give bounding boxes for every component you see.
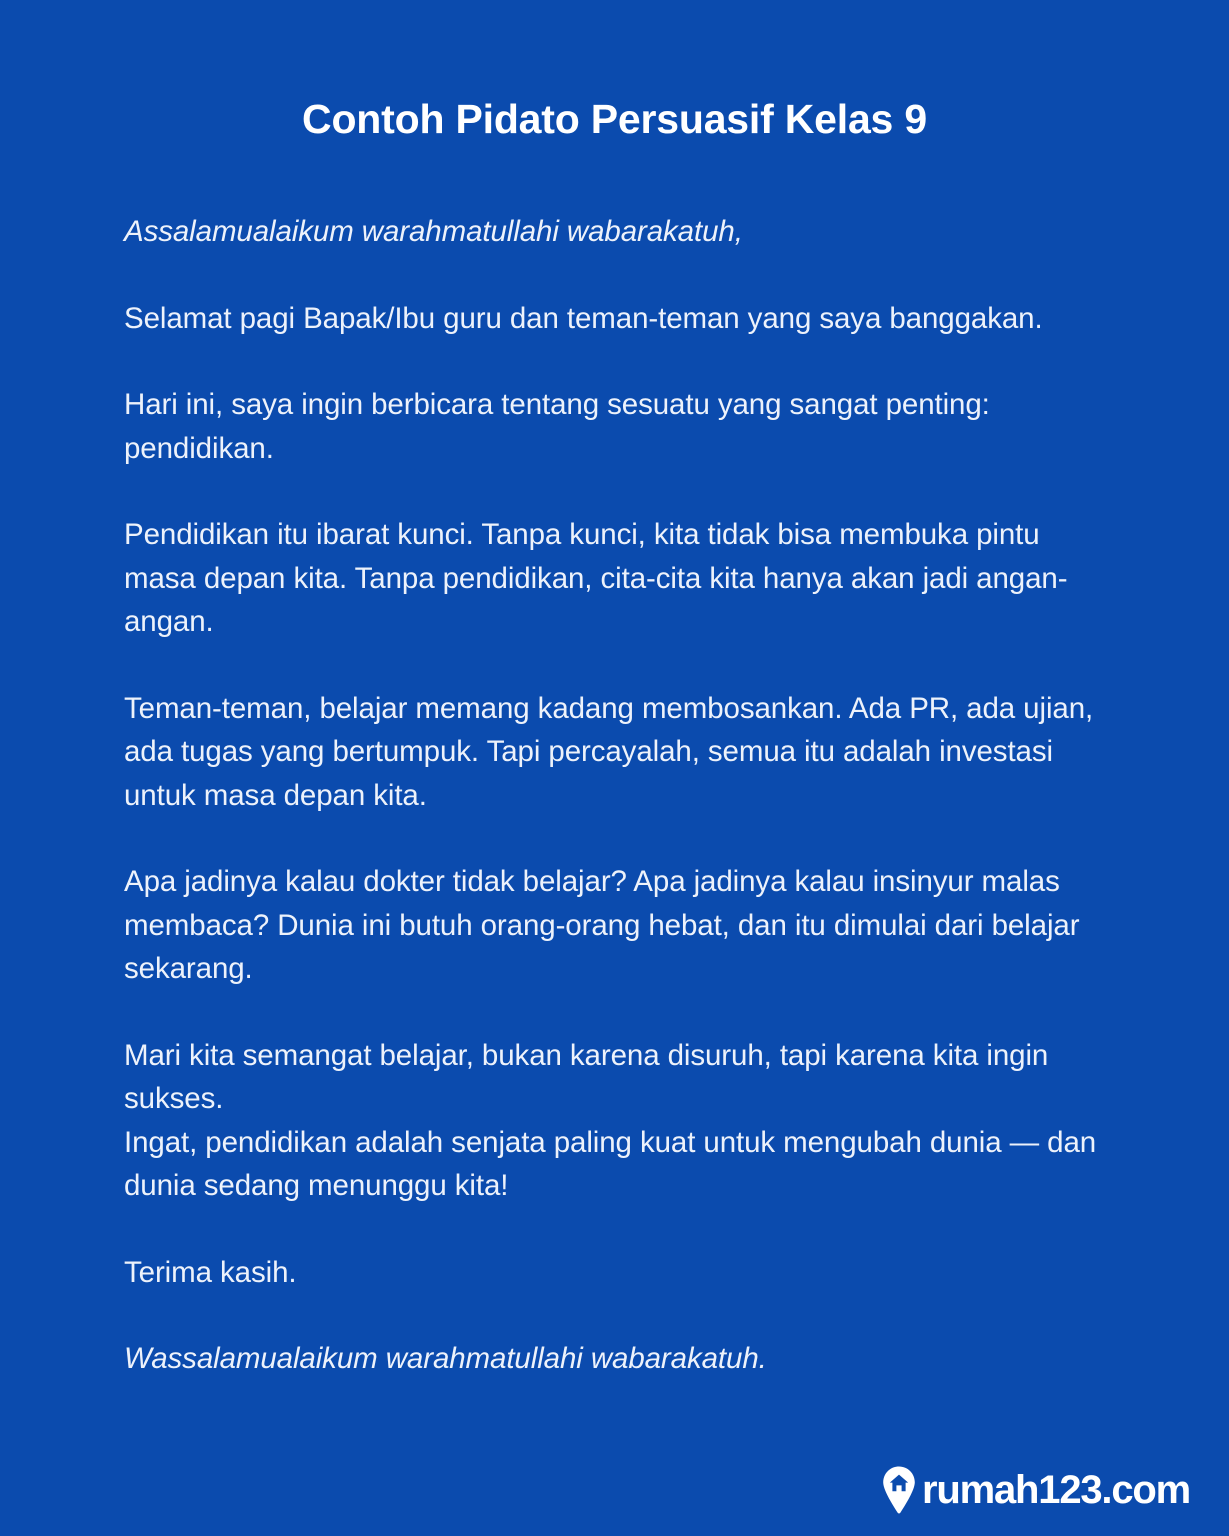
paragraph-salam-pembuka: Assalamualaikum warahmatullahi wabarakatuh,	[124, 215, 743, 248]
paragraph-isi-3: Apa jadinya kalau dokter tidak belajar? Apa jadinya kalau insinyur malas membaca? Dunia ini butuh orang-orang hebat, dan itu dimulai dari belajar sekarang.	[124, 865, 1080, 985]
speech-body	[124, 210, 1109, 1381]
map-pin-house-icon	[882, 1466, 916, 1514]
logo-wordmark: rumah123.com	[922, 1468, 1190, 1512]
paragraph-pembuka-topik: Hari ini, saya ingin berbicara tentang sesuatu yang sangat penting: pendidikan.	[124, 388, 990, 465]
page-title: Contoh Pidato Persuasif Kelas 9	[302, 96, 927, 142]
paragraph-isi-1: Pendidikan itu ibarat kunci. Tanpa kunci, kita tidak bisa membuka pintu masa depan kita. Tanpa pendidikan, cita-cita kita hanya akan jadi angan-angan.	[124, 518, 1068, 638]
paragraph-penutup: Terima kasih.	[124, 1255, 297, 1289]
paragraph-sapaan: Selamat pagi Bapak/Ibu guru dan teman-teman yang saya banggakan.	[124, 301, 1043, 335]
rumah123-logo[interactable]	[882, 1466, 1190, 1514]
paragraph-ajakan: Mari kita semangat belajar, bukan karena disuruh, tapi karena kita ingin sukses. Ingat, pendidikan adalah senjata paling kuat untuk mengubah dunia — dan dunia sedang menunggu kita!	[124, 1038, 1097, 1202]
paragraph-salam-penutup: Wassalamualaikum warahmatullahi wabarakatuh.	[124, 1342, 767, 1375]
paragraph-isi-2: Teman-teman, belajar memang kadang membosankan. Ada PR, ada ujian, ada tugas yang bertumpuk. Tapi percayalah, semua itu adalah investasi untuk masa depan kita.	[124, 691, 1094, 812]
